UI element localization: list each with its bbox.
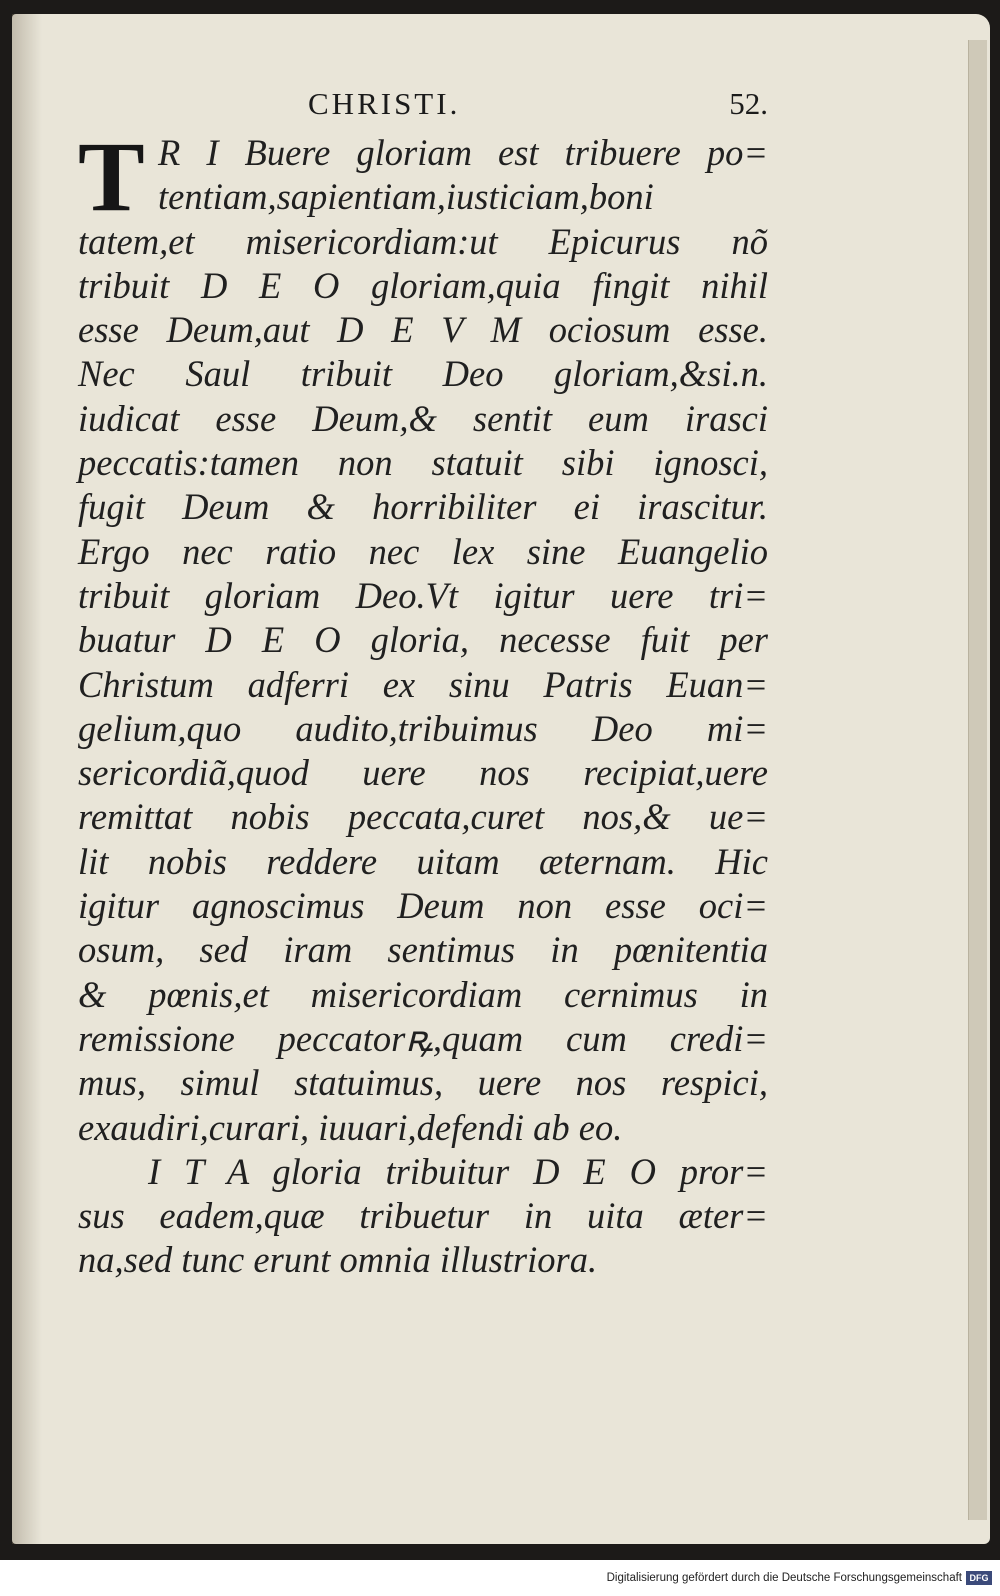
text-line: sericordiã,quod uere nos recipiat,uere (78, 752, 768, 794)
text-line: Nec Saul tribuit Deo gloriam,&si.n. (78, 353, 768, 395)
text-line: gelium,quo audito,tribuimus Deo mi= (78, 707, 768, 749)
text-block (78, 121, 768, 1283)
text-line: osum, sed iram sentimus in pœnitentia (78, 929, 768, 971)
footer-bar (0, 1566, 1000, 1596)
text-line: remittat nobis peccata,curet nos,& ue= (78, 796, 768, 838)
text-line: iudicat esse Deum,& sentit eum irasci (78, 397, 768, 439)
text-line: na,sed tunc erunt omnia illustriora. (78, 1239, 598, 1281)
text-line: tribuit gloriam Deo.Vt igitur uere tri= (78, 574, 768, 616)
folio-number: 52. (729, 86, 768, 121)
text-line: I T A gloria tribuitur D E O pror= (148, 1150, 768, 1192)
text-line: & pœnis,et misericordiam cernimus in (78, 973, 768, 1015)
drop-cap: T (78, 121, 145, 232)
text-line: R I Buere gloriam est tribuere po= (158, 132, 768, 173)
text-line: mus, simul statuimus, uere nos respici, (78, 1062, 768, 1104)
text-line: lit nobis reddere uitam æternam. Hic (78, 840, 768, 882)
text-line: fugit Deum & horribiliter ei irascitur. (78, 486, 768, 528)
text-line: sus eadem,quæ tribuetur in uita æter= (78, 1195, 768, 1237)
running-head-title: CHRISTI. (308, 86, 461, 121)
running-head (78, 86, 768, 130)
digitization-credit: Digitalisierung gefördert durch die Deutsche Forschungsgemeinschaft (606, 1572, 962, 1584)
dfg-logo: DFG (966, 1571, 992, 1585)
text-line: remissione peccatorꝶ,quam cum credi= (78, 1017, 768, 1059)
text-line: buatur D E O gloria, necesse fuit per (78, 619, 768, 661)
page-edge (968, 40, 987, 1520)
text-line: exaudiri,curari, iuuari,defendi ab eo. (78, 1106, 623, 1148)
text-line: igitur agnoscimus Deum non esse oci= (78, 885, 768, 927)
text-line: tribuit D E O gloriam,quia fingit nihil (78, 264, 768, 306)
text-line: tatem,et misericordiam:ut Epicurus nõ (78, 220, 768, 262)
gutter-shadow (12, 14, 42, 1544)
text-line: Ergo nec ratio nec lex sine Euangelio (78, 530, 768, 572)
text-line: esse Deum,aut D E V M ociosum esse. (78, 309, 768, 351)
text-line: peccatis:tamen non statuit sibi ignosci, (78, 442, 768, 484)
text-line: tentiam,sapientiam,iusticiam,boni (158, 176, 654, 218)
text-line: Christum adferri ex sinu Patris Euan= (78, 663, 768, 705)
